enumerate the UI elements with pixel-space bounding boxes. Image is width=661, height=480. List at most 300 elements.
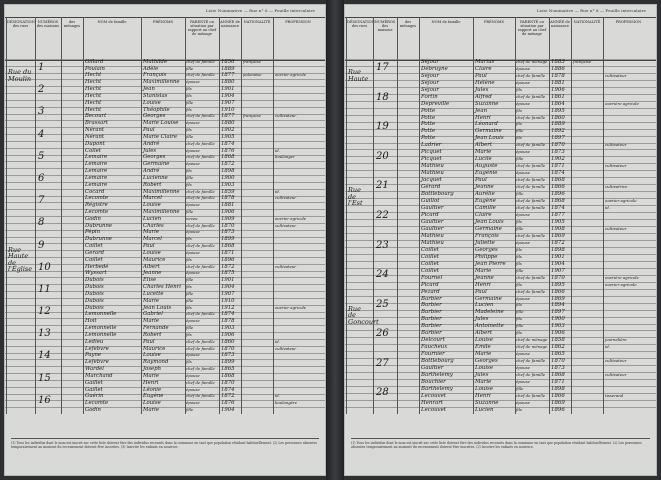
- entry-first: Paul: [143, 127, 155, 134]
- house-number: 1: [38, 62, 45, 73]
- entry-rel: épouse: [186, 249, 200, 255]
- entry-first: Louise: [143, 202, 161, 209]
- entry-name: Pépin: [85, 229, 101, 236]
- entry-year: 1874: [221, 140, 235, 147]
- entry-rel: fils: [516, 302, 522, 308]
- entry-first: Suzanne: [475, 100, 499, 107]
- entry-year: 1880: [221, 79, 235, 86]
- entry-first: Claire: [475, 211, 492, 218]
- entry-name: Gaultier: [421, 205, 444, 211]
- row-rule: [5, 318, 325, 319]
- entry-first: Maximilienne: [143, 79, 180, 86]
- entry-first: Marie: [475, 149, 492, 156]
- house-number: 19: [376, 121, 389, 133]
- entry-rel: fils: [516, 121, 522, 127]
- entry-name: Dubois: [85, 277, 104, 284]
- entry-rel: épouse: [186, 229, 200, 235]
- entry-year: 1861: [551, 93, 565, 100]
- column-rule: [373, 17, 374, 414]
- entry-name: Lemaire: [85, 154, 108, 161]
- entry-rel: chef de famille: [516, 232, 546, 238]
- entry-first: Fernande: [143, 325, 169, 332]
- street-label: Rue de l'Est: [348, 186, 363, 208]
- entry-name: Picquet: [421, 156, 442, 163]
- entry-first: François: [143, 72, 167, 79]
- entry-first: Claire: [475, 65, 492, 72]
- house-number: 4: [38, 128, 45, 140]
- column-header: ANNÉE de naissance: [220, 20, 240, 28]
- row-rule: [345, 247, 656, 248]
- entry-year: 1872: [221, 161, 235, 168]
- column-header: PRÉNOMS: [484, 20, 504, 24]
- row-rule: [5, 230, 325, 231]
- entry-rel: chef de famille: [516, 358, 546, 364]
- entry-rel: fille: [186, 65, 194, 71]
- entry-year: 1901: [221, 86, 235, 93]
- entry-year: 1910: [221, 297, 235, 304]
- entry-rel: chef de famille: [516, 372, 546, 378]
- entry-rel: fils: [186, 92, 192, 98]
- entry-name: Dupont: [85, 140, 105, 147]
- entry-year: 1906: [221, 209, 235, 215]
- entry-rel: épouse: [516, 170, 530, 176]
- entry-rel: épouse: [516, 365, 530, 371]
- entry-rel: fille: [186, 325, 194, 331]
- entry-year: 1895: [551, 281, 565, 288]
- entry-name: Lemonnelle: [85, 325, 117, 332]
- entry-first: Eugène: [143, 393, 164, 400]
- entry-name: Gillard: [85, 58, 104, 65]
- entry-rel: fils: [516, 107, 522, 113]
- column-rule: [515, 17, 516, 414]
- house-number: 12: [38, 306, 51, 318]
- entry-year: 1907: [221, 99, 235, 106]
- entry-first: Marie: [475, 379, 492, 386]
- entry-first: Marcel: [143, 195, 162, 202]
- entry-rel: chef de famille: [186, 366, 215, 372]
- column-header: ANNÉE de naissance: [550, 20, 570, 28]
- entry-first: Henri: [475, 392, 491, 399]
- entry-year: 1866: [551, 288, 565, 295]
- column-header: des ménages: [63, 20, 81, 28]
- entry-rel: fils: [516, 246, 522, 252]
- entry-name: Fournel: [421, 274, 443, 281]
- entry-name: Lecomte: [85, 400, 109, 407]
- column-rule: [571, 17, 572, 414]
- entry-name: Gaultier: [421, 225, 444, 232]
- entry-name: Hecht: [85, 79, 102, 86]
- row-rule: [345, 240, 656, 241]
- row-rule: [345, 351, 656, 352]
- entry-year: 1883: [551, 58, 565, 65]
- entry-prof: cultivateur: [275, 195, 297, 201]
- entry-name: Wyssart: [85, 270, 107, 277]
- entry-name: Dubois: [85, 304, 104, 311]
- entry-first: Philippe: [475, 253, 498, 260]
- row-rule: [345, 122, 656, 123]
- entry-year: 1874: [551, 170, 565, 177]
- entry-rel: fille: [516, 225, 524, 231]
- entry-year: 1864: [551, 100, 565, 107]
- entry-first: Jean Louis: [143, 304, 172, 311]
- entry-year: 1859: [221, 188, 235, 195]
- entry-year: 1906: [551, 330, 565, 337]
- entry-name: Lecouvet: [421, 406, 446, 413]
- entry-first: Louise: [475, 385, 494, 392]
- entry-first: Robert: [143, 331, 162, 338]
- entry-rel: épouse: [186, 372, 200, 378]
- entry-year: 1876: [221, 400, 235, 407]
- entry-prof: cultivateur: [605, 142, 627, 148]
- row-rule: [5, 250, 325, 251]
- entry-name: Becourt: [85, 113, 107, 120]
- entry-first: Albert: [143, 263, 160, 270]
- house-number: 8: [38, 217, 45, 229]
- entry-rel: chef de famille: [186, 72, 215, 78]
- entry-nat: polonaise: [243, 72, 262, 78]
- entry-name: Coillet: [421, 260, 439, 267]
- entry-first: Marius: [475, 58, 495, 65]
- entry-first: Eugène: [475, 198, 496, 205]
- entry-name: Séjour: [421, 79, 439, 86]
- house-number: 24: [376, 269, 389, 281]
- column-header: NUMÉROS des maisons: [36, 20, 60, 28]
- entry-name: Lefebvre: [85, 359, 109, 366]
- entry-year: 1889: [551, 121, 565, 128]
- row-rule: [5, 298, 325, 299]
- entry-first: Marie: [475, 351, 492, 358]
- entry-prof: id.: [275, 338, 280, 344]
- entry-first: Jean Pierre: [475, 260, 506, 267]
- right-page: [344, 4, 657, 476]
- row-rule: [5, 366, 325, 367]
- entry-prof: boulanger: [275, 154, 295, 160]
- row-rule: [5, 332, 325, 333]
- entry-name: Dubois: [85, 284, 104, 291]
- entry-rel: épouse: [516, 100, 530, 106]
- entry-nat: française: [243, 113, 261, 119]
- entry-rel: chef de famille: [516, 114, 546, 120]
- entry-prof: id.: [275, 147, 280, 153]
- entry-year: 1872: [221, 263, 235, 270]
- row-rule: [345, 149, 656, 150]
- row-rule: [5, 66, 325, 67]
- entry-year: 1874: [551, 205, 565, 211]
- house-number: 26: [376, 328, 389, 340]
- entry-rel: épouse: [516, 295, 530, 301]
- entry-name: Mathieu: [421, 170, 444, 177]
- entry-year: 1870: [551, 274, 565, 281]
- entry-year: 1868: [551, 177, 565, 184]
- entry-prof: ouvrière agricole: [605, 100, 639, 106]
- row-rule: [345, 115, 656, 116]
- entry-first: Louise: [143, 99, 161, 106]
- house-number: 28: [376, 387, 389, 399]
- entry-rel: fils: [186, 304, 192, 310]
- entry-prof: ouvrier agricole: [605, 281, 637, 287]
- entry-year: 1907: [551, 267, 565, 274]
- row-rule: [5, 291, 325, 292]
- entry-rel: épouse: [516, 211, 530, 217]
- entry-name: Jacquet: [421, 177, 442, 184]
- entry-first: Elise: [143, 277, 157, 284]
- column-rule: [346, 17, 347, 414]
- entry-first: Henri: [475, 281, 491, 288]
- entry-year: 1868: [221, 243, 235, 250]
- entry-name: Hecht: [85, 99, 102, 106]
- entry-first: Germaine: [475, 295, 502, 302]
- entry-first: Marie Claire: [143, 133, 177, 140]
- entry-year: 1860: [221, 338, 235, 345]
- entry-name: Mathieu: [421, 239, 444, 246]
- entry-rel: chef de famille: [186, 263, 215, 269]
- entry-prof: ouvrière agricole: [605, 274, 639, 280]
- entry-name: Coillet: [421, 253, 439, 260]
- row-rule: [345, 317, 656, 318]
- row-rule: [345, 330, 656, 331]
- entry-rel: chef de famille: [516, 163, 546, 169]
- entry-year: 1868: [551, 372, 565, 379]
- entry-rel: fils: [186, 284, 192, 290]
- entry-year: 1896: [551, 191, 565, 198]
- house-number: 27: [376, 357, 389, 369]
- entry-rel: épouse: [516, 399, 530, 405]
- binding-gutter: [326, 0, 344, 480]
- entry-first: Jules: [143, 147, 157, 154]
- row-rule: [5, 353, 325, 354]
- entry-rel: fils: [186, 236, 192, 242]
- entry-name: Collet: [85, 147, 101, 154]
- row-rule: [345, 365, 656, 366]
- entry-prof: cultivatrice: [605, 184, 628, 190]
- column-rule: [397, 17, 398, 414]
- entry-year: 1873: [221, 352, 235, 359]
- entry-year: 1872: [221, 393, 235, 400]
- house-number: 2: [38, 84, 45, 96]
- entry-year: 1897: [551, 309, 565, 316]
- entry-year: 1873: [551, 365, 565, 372]
- entry-rel: fils: [516, 135, 522, 141]
- column-header: PROFESSION: [285, 20, 311, 24]
- column-rule: [6, 17, 7, 414]
- entry-rel: fille: [186, 209, 194, 214]
- entry-first: Lucien: [475, 302, 494, 309]
- entry-rel: chef de famille: [516, 177, 546, 183]
- entry-rel: fille: [516, 128, 524, 134]
- entry-rel: fille: [186, 174, 194, 180]
- entry-first: Gabriel: [143, 311, 163, 318]
- entry-rel: fille: [516, 385, 524, 391]
- house-number: 25: [376, 298, 389, 310]
- column-header: NUMÉROS des maisons: [374, 20, 396, 32]
- entry-name: Barbier: [421, 302, 442, 309]
- entry-year: 1873: [551, 149, 565, 156]
- entry-first: Jean: [143, 86, 155, 93]
- row-rule: [345, 87, 656, 88]
- entry-name: Barbier: [421, 330, 442, 337]
- house-number: 7: [38, 195, 45, 207]
- row-rule: [345, 177, 656, 178]
- entry-first: Marie Louise: [143, 120, 179, 127]
- entry-rel: chef de famille: [186, 140, 215, 146]
- entry-first: Hélène: [475, 79, 495, 86]
- entry-first: Marie: [475, 267, 492, 274]
- house-number: 3: [38, 106, 45, 118]
- entry-first: Paul: [475, 288, 487, 295]
- entry-first: Louise: [143, 400, 161, 407]
- row-rule: [5, 86, 325, 87]
- column-rule: [83, 17, 84, 414]
- row-rule: [5, 380, 325, 381]
- entry-year: 1899: [221, 359, 235, 366]
- entry-first: Paul: [475, 72, 487, 79]
- entry-prof: id.: [275, 188, 280, 194]
- entry-year: 1876: [221, 147, 235, 154]
- entry-year: 1865: [221, 366, 235, 373]
- entry-rel: chef de famille: [186, 113, 215, 119]
- register-table: [345, 59, 656, 414]
- row-rule: [345, 212, 656, 213]
- entry-year: 1866: [551, 392, 565, 399]
- entry-name: Lecomte: [85, 195, 109, 202]
- entry-prof: cultivateur: [275, 113, 297, 119]
- entry-name: Brassart: [85, 120, 108, 127]
- entry-first: Georges: [143, 113, 166, 120]
- entry-rel: épouse: [516, 239, 530, 245]
- entry-prof: id.: [605, 205, 610, 210]
- entry-year: 1903: [221, 181, 235, 188]
- entry-name: Dubrunne: [85, 236, 113, 243]
- row-rule: [5, 141, 325, 142]
- entry-name: Guillot: [421, 198, 440, 205]
- entry-first: Jeanne: [143, 270, 162, 277]
- house-number: 20: [376, 150, 389, 162]
- row-rule: [5, 277, 325, 278]
- entry-name: Coillet: [85, 243, 103, 250]
- entry-year: 1870: [221, 379, 235, 386]
- entry-first: François: [475, 232, 499, 239]
- entry-rel: fils: [186, 106, 192, 112]
- entry-name: Marchand: [85, 372, 113, 379]
- entry-rel: épouse: [186, 161, 200, 167]
- entry-year: 1901: [551, 253, 565, 260]
- entry-first: Marie: [143, 318, 159, 325]
- entry-rel: épouse: [186, 79, 200, 85]
- entry-year: 1904: [551, 260, 565, 267]
- page-footnote: (1) Tous les individus dont le nom est inscrit sur cette liste doivent être des individus recensés dans la commune en tant que population résidant habituellement. (2) Les personnes absentes temporairement au moment du recensement doivent être inscrites. (3) Inscrire les enfants en nourrice.: [351, 438, 650, 469]
- entry-rel: chef de ménage: [516, 344, 548, 350]
- row-rule: [5, 373, 325, 374]
- entry-name: Potte: [421, 128, 436, 135]
- entry-rel: épouse: [186, 120, 200, 126]
- entry-name: Potte: [421, 107, 436, 114]
- entry-year: 1860: [551, 114, 565, 121]
- entry-rel: fille: [186, 99, 194, 105]
- entry-year: 1908: [551, 225, 565, 232]
- entry-name: Séjour: [421, 72, 439, 79]
- entry-year: 1903: [221, 325, 235, 332]
- entry-first: Louise: [475, 365, 494, 372]
- entry-year: 1910: [221, 106, 235, 113]
- entry-first: Léonie: [143, 386, 162, 393]
- row-rule: [345, 108, 656, 109]
- entry-first: Louise: [475, 337, 494, 344]
- entry-year: 1874: [221, 311, 235, 318]
- entry-first: Albert: [475, 142, 493, 149]
- column-rule: [219, 17, 220, 414]
- entry-rel: chef de famille: [186, 58, 215, 64]
- page-header: Liste Nominative — Rue n° 8 — Feuille intercalaire: [537, 8, 646, 13]
- entry-year: 1880: [221, 120, 235, 127]
- entry-year: 1874: [221, 386, 235, 393]
- entry-name: Payne: [85, 352, 102, 359]
- entry-rel: chef de famille: [516, 198, 546, 204]
- column-rule: [61, 17, 62, 414]
- entry-first: Jeanne: [475, 184, 494, 191]
- row-rule: [345, 156, 656, 157]
- entry-year: 1869: [551, 399, 565, 406]
- entry-prof: tisserand: [605, 392, 624, 398]
- entry-rel: chef de famille: [516, 72, 546, 78]
- entry-prof: ouvrier agricole: [275, 304, 307, 310]
- column-rule: [419, 17, 420, 414]
- entry-first: Mathilde: [143, 58, 168, 65]
- entry-name: Séjour: [421, 58, 439, 65]
- entry-year: 1865: [551, 351, 565, 358]
- entry-first: André: [143, 140, 160, 147]
- entry-prof: journalière: [605, 337, 627, 343]
- house-number: 22: [376, 209, 389, 221]
- entry-year: 1899: [221, 236, 235, 243]
- entry-rel: fils: [516, 316, 522, 322]
- entry-first: Georges: [475, 358, 498, 365]
- entry-rel: épouse: [516, 149, 530, 155]
- entry-first: Camille: [475, 205, 496, 211]
- entry-rel: fille: [516, 156, 524, 162]
- row-rule: [345, 400, 656, 401]
- row-rule: [345, 289, 656, 290]
- entry-name: Lemaire: [85, 174, 108, 181]
- entry-first: Eugénie: [475, 170, 498, 177]
- entry-first: Albert: [475, 330, 493, 337]
- row-rule: [5, 237, 325, 238]
- entry-year: 1909: [221, 215, 235, 222]
- column-header: NOM de famille: [431, 20, 461, 24]
- entry-name: Nérant: [85, 133, 105, 140]
- entry-name: Ladrier: [421, 142, 442, 149]
- house-number: 9: [38, 239, 45, 251]
- column-rule: [141, 17, 142, 414]
- entry-year: 1889: [221, 65, 235, 72]
- register-table: [5, 59, 325, 414]
- entry-prof: boulangère: [275, 400, 298, 406]
- entry-year: 1902: [221, 127, 235, 134]
- row-rule: [5, 271, 325, 272]
- entry-first: Raymond: [143, 359, 169, 366]
- entry-prof: ouvrier agricole: [275, 215, 307, 221]
- entry-rel: épouse: [516, 65, 530, 71]
- entry-year: 1898: [221, 168, 235, 175]
- entry-year: 1875: [221, 270, 235, 277]
- column-headers: [5, 17, 325, 61]
- entry-year: 1878: [221, 318, 235, 325]
- entry-prof: cultivateur: [605, 372, 627, 378]
- entry-name: Hecht: [85, 72, 102, 79]
- row-rule: [345, 386, 656, 387]
- entry-prof: cultivateur: [605, 72, 627, 78]
- entry-first: Lucette: [143, 290, 164, 297]
- entry-year: 1868: [551, 198, 565, 205]
